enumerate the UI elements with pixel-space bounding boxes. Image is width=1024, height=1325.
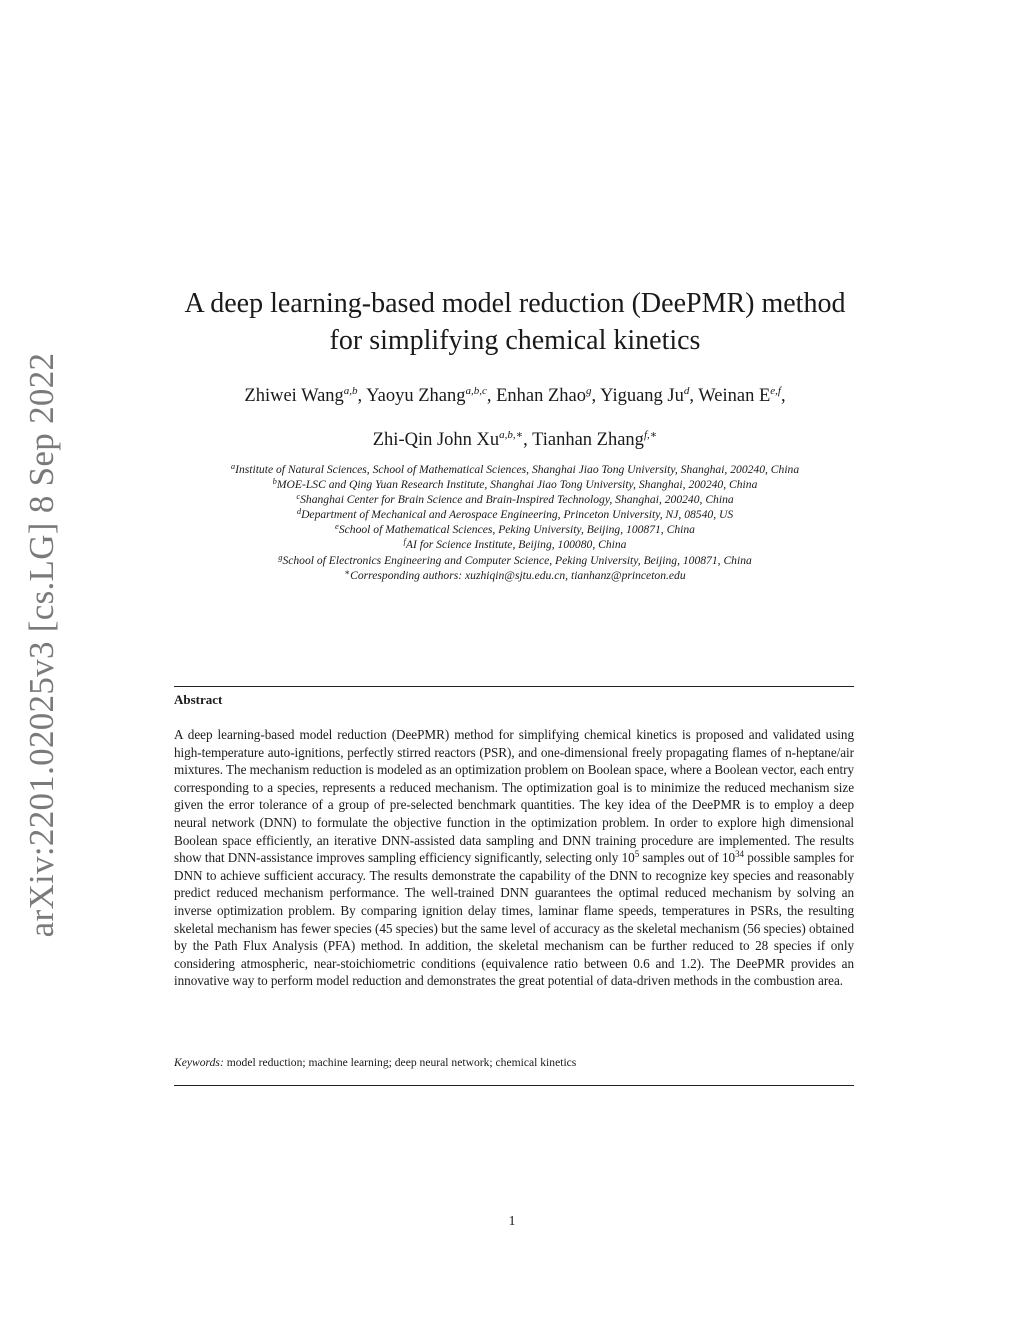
author: Yaoyu Zhang$^{a,b,c}$, <box>366 385 497 406</box>
affiliation: $^d$Department of Mechanical and Aerospace Engineering, Princeton University, NJ, 08540, US <box>296 506 734 522</box>
affiliation: $^f$AI for Science Institute, Beijing, 100080, China <box>403 536 627 552</box>
abstract-bottom-rule <box>174 1085 854 1086</box>
affiliation: $^a$Institute of Natural Sciences, School of Mathematical Sciences, Shanghai Jiao Tong University, Shanghai, 200240, China <box>230 461 800 476</box>
author: Weinan E$^{e,f}$, <box>698 385 786 406</box>
affiliation: $^c$Shanghai Center for Brain Science and Brain-Inspired Technology, Shanghai, 200240, China <box>296 491 734 507</box>
author: Zhi-Qin John $Xu^{a,b,∗}$, <box>372 429 533 450</box>
affiliation: $^g$School of Electronics Engineering and Computer Science, Peking University, Beijing, 100871, China <box>278 551 752 567</box>
author: Zhiwei Wang$^{a,b}$, <box>244 385 367 406</box>
author: Tianhan Zhang$^{f,∗}$ <box>532 429 658 450</box>
abstract-top-rule <box>174 686 854 687</box>
title-line-1: A deep learning-based model reduction (DeePMR) method <box>184 288 846 319</box>
keywords-text: model reduction; machine learning; deep neural network; chemical kinetics <box>223 1056 577 1069</box>
keywords <box>174 1056 854 1069</box>
paper-title <box>140 285 890 359</box>
corresponding-authors: ∗Corresponding authors: xuzhiqin@sjtu.edu.cn, tianhanz@princeton.edu <box>344 566 686 582</box>
affiliation-list <box>140 462 890 583</box>
keywords-label: Keywords: <box>174 1056 224 1069</box>
author: Enhan Zhao$^g$, <box>496 385 601 406</box>
author-list <box>140 374 890 462</box>
arxiv-side-stamp: arXiv:2201.02025v3 [cs.LG] 8 Sep 2022 <box>22 352 61 938</box>
author-row-1 <box>140 374 890 418</box>
author: Yiguang Ju$^d$, <box>600 385 699 406</box>
author-row-2 <box>140 418 890 462</box>
affiliation: $^e$School of Mathematical Sciences, Peking University, Beijing, 100871, China <box>335 521 695 537</box>
abstract-heading: Abstract <box>174 692 223 707</box>
abstract-text: A deep learning-based model reduction (DeePMR) method for simplifying chemical kinetics is proposed and validated using high-temperature auto-ignitions, perfectly stirred reactors (PSR), and one-dimensional freely propagating flames of n-heptane/air mixtures. The mechanism reduction is modeled as an optimization problem on Boolean space, where a Boolean vector, each entry corresponding to a species, represents a reduced mechanism. The optimization goal is to minimize the reduced mechanism size given the error tolerance of a group of pre-selected benchmark quantities. The key idea of the DeePMR is to employ a deep neural network (DNN) to formulate the objective function in the optimization problem. In order to explore high dimensional Boolean space efficiently, an iterative DNN-assisted data sampling and DNN training procedure are implemented. The results show that DNN-assistance improves sampling efficiency significantly, selecting only $10^5$ samples out of $10^{34}$ possible samples for DNN to achieve sufficient accuracy. The results demonstrate the capability of the DNN to recognize key species and reasonably predict reduced mechanism performance. The well-trained DNN guarantees the optimal reduced mechanism by solving an inverse optimization problem. By comparing ignition delay times, laminar flame speeds, temperatures in PSRs, the resulting skeletal mechanism has fewer species (45 species) but the same level of accuracy as the skeletal mechanism (56 species) obtained by the Path Flux Analysis (PFA) method. In addition, the skeletal mechanism can be further reduced to 28 species if only considering atmospheric, near-stoichiometric conditions (equivalence ratio between 0.6 and 1.2). The DeePMR provides an innovative way to perform model reduction and demonstrates the great potential of data-driven methods in the combustion area. <box>174 727 854 989</box>
page-number: 1 <box>508 1214 516 1229</box>
title-line-2: for simplifying chemical kinetics <box>329 325 701 356</box>
affiliation: $^b$MOE-LSC and Qing Yuan Research Institute, Shanghai Jiao Tong University, Shanghai, 200240, China <box>272 476 758 492</box>
